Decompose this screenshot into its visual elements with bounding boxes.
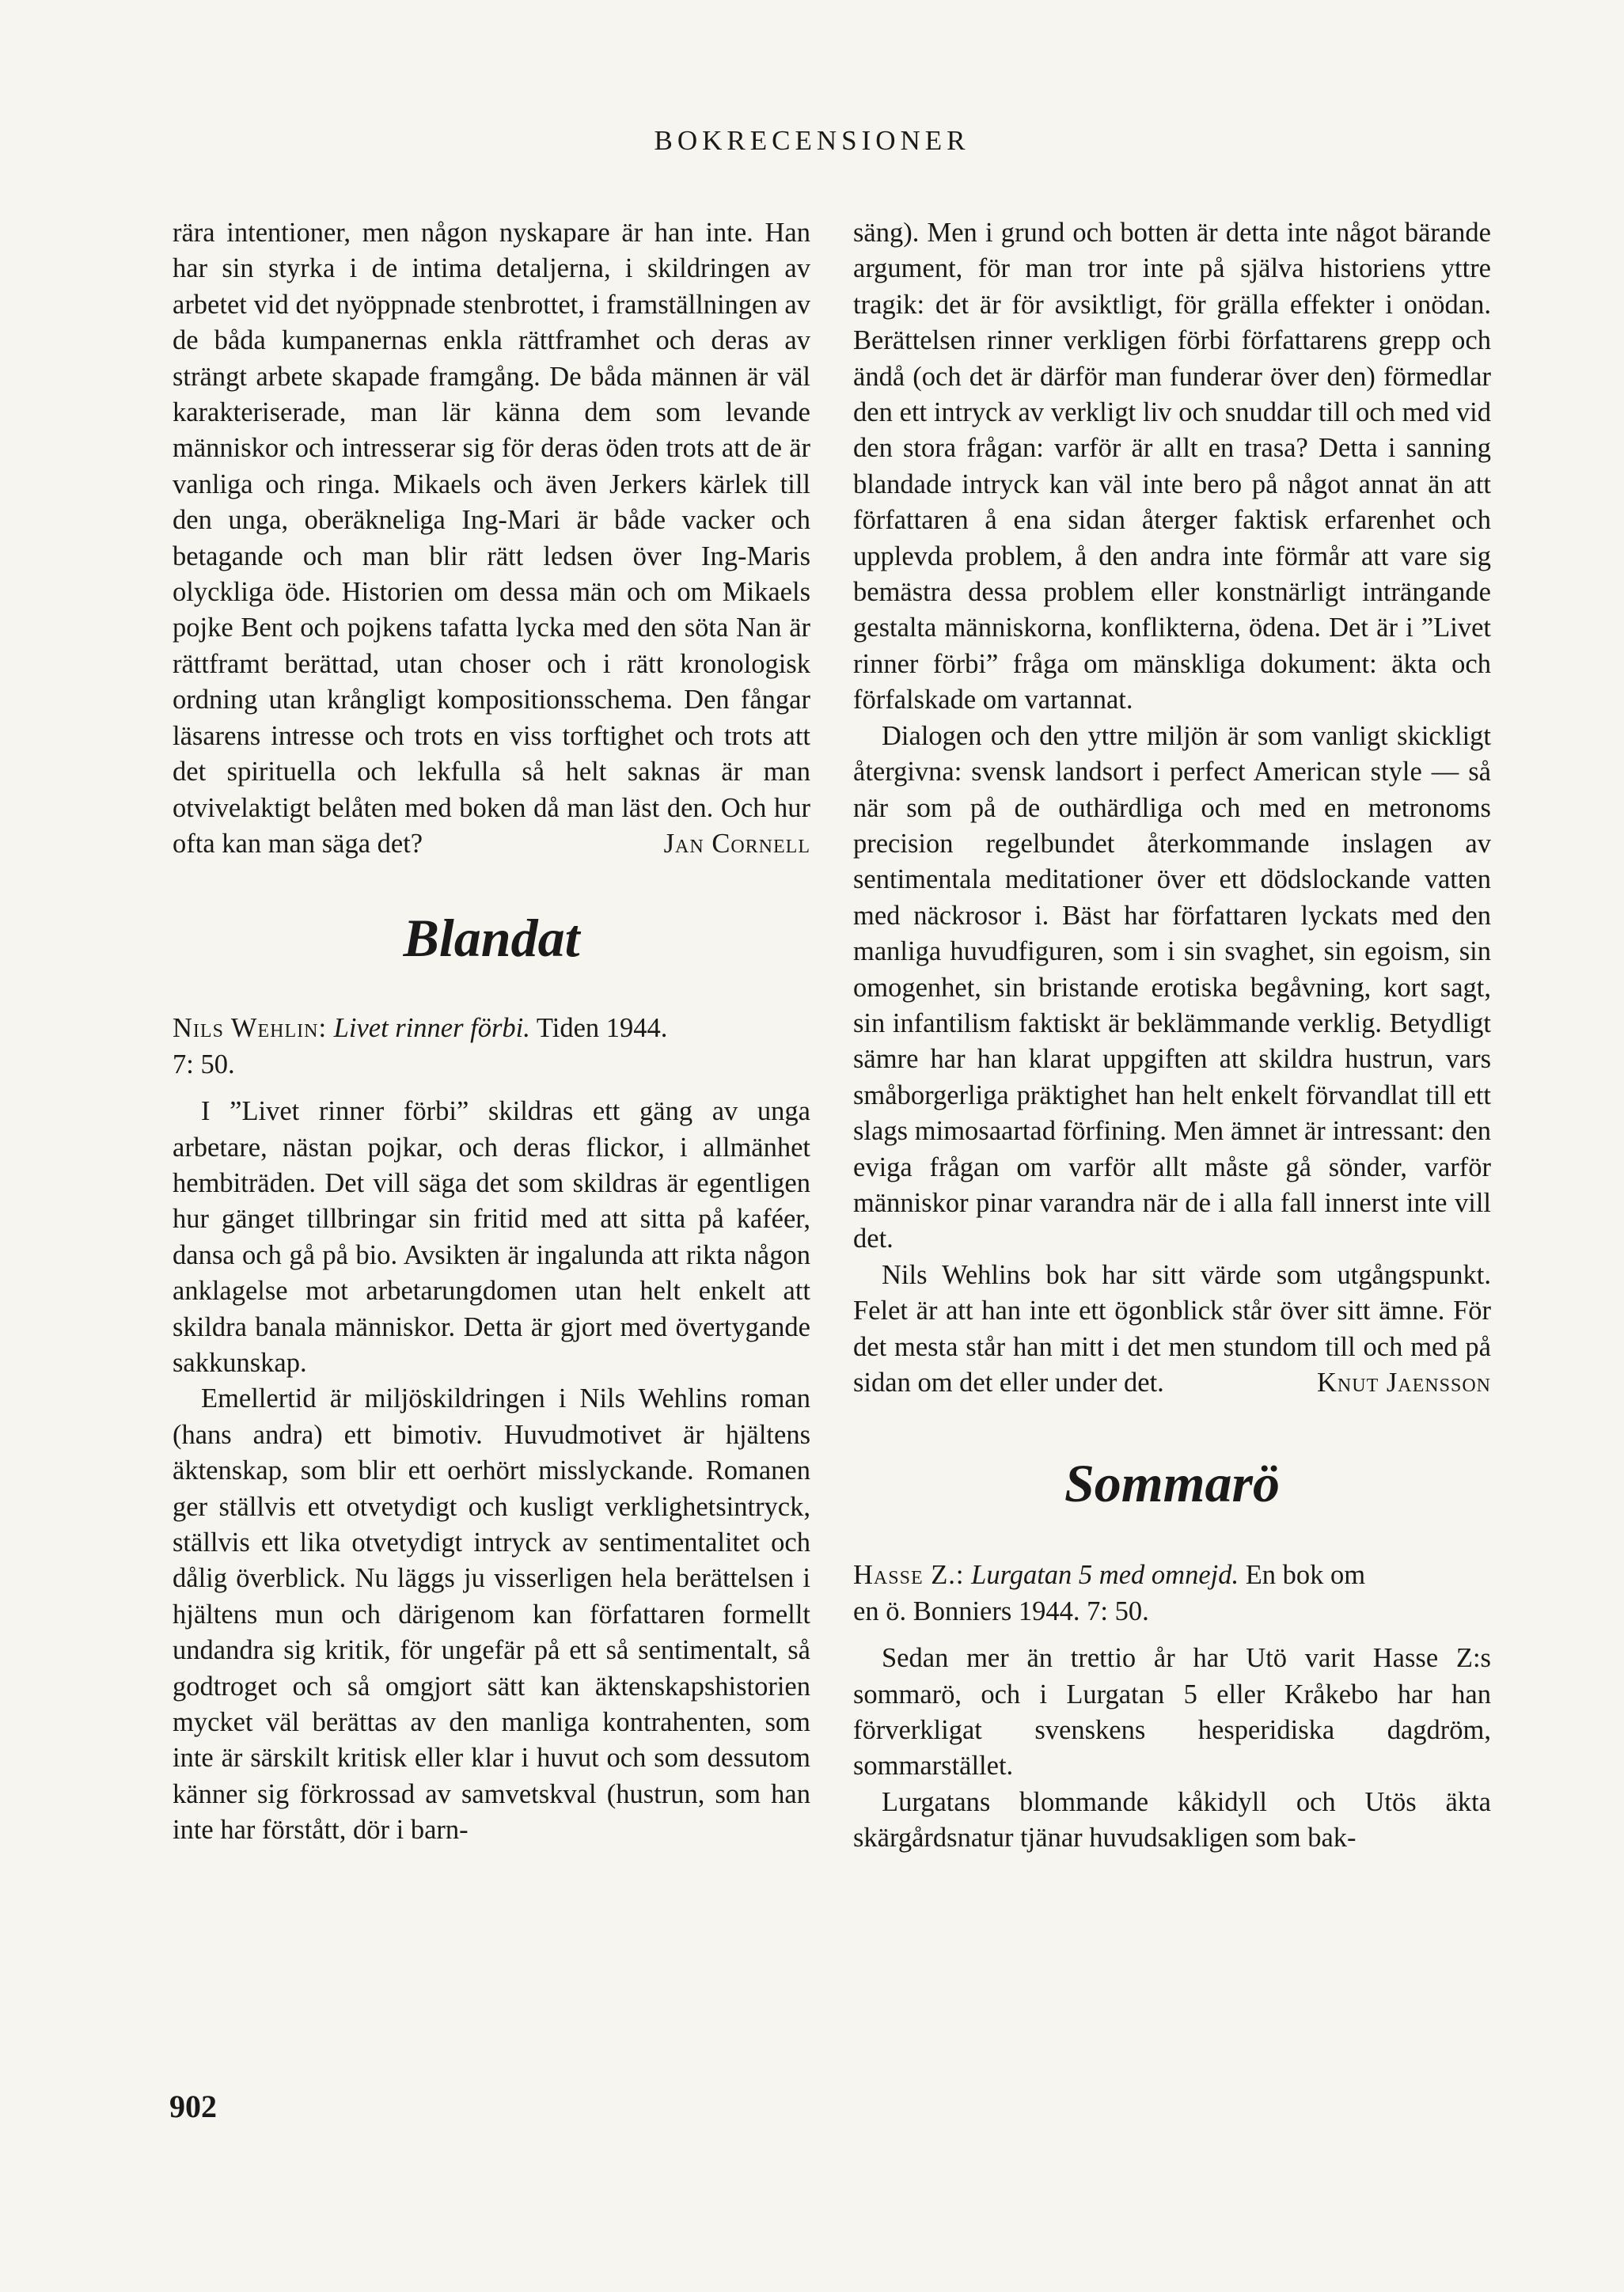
review3-pub-line2: en ö. Bonniers 1944. 7: 50. (853, 1596, 1149, 1626)
right-column (853, 215, 1491, 1857)
review3-pub-line1: En bok om (1245, 1560, 1366, 1591)
review2-para2: Emellertid är miljöskildringen i Nils Wehlins roman (hans andra) ett bimotiv. Huvudmotivet är hjältens äktenskap, som blir ett oerhört misslyckande. Romanen ger ställvis ett otvetydigt och kusligt verklighetsintryck, ställvis ett lika otvetydigt intryck av sentimentalitet och dålig överblick. Nu läggs ju visserligen hela berättelsen i hjältens mun och därigenom kan författaren formellt undandra sig kritik, för ungefär på ett så sentimentalt, så godtroget och så omgjort sätt kan äktenskapshistorien mycket väl berättas av den manliga kontrahenten, som inte är särskilt kritisk eller klar i huvut och som dessutom känner sig förkrossad av samvetskval (hustrun, som han inte har förstått, dör i barn- (173, 1383, 810, 1846)
review2-pub-line2: 7: 50. (173, 1049, 235, 1080)
running-head: BOKRECENSIONER (654, 125, 970, 156)
review2-para4: Dialogen och den yttre miljön är som vanligt skickligt återgivna: svensk landsort i perfect American style — så när som på de outhärdliga och med en metronoms precision regelbundet återkommande inslagen av sentimentala meditationer över ett dödslockande vatten med näckrosor i. Bäst har författaren lyckats med den manliga huvudfiguren, som i sin svaghet, sin egoism, sin omogenhet, sin bristande erotiska begåvning, kort sagt, sin infantilism faktiskt är beklämmande verklig. Betydligt sämre har han klarat uppgiften att skildra hustrun, vars småborgerliga präktighet han helt enkelt förvandlat till ett slags mimosaartad förfining. Men ämnet är intressant: den eviga frågan om varför allt måste gå sönder, varför människor pinar varandra när de i alla fall innerst inte vill det. (853, 720, 1491, 1254)
review3-para2: Lurgatans blommande kåkidyll och Utös äkta skärgårdsnatur tjänar huvudsakligen som bak- (853, 1786, 1491, 1854)
review2-para1: I ”Livet rinner förbi” skildras ett gäng av unga arbetare, nästan pojkar, och deras flickor, i allmänhet hembiträden. Det vill säga det som skildras är egentligen hur gänget tillbringar sin fritid med att sitta på kaféer, dansa och gå på bio. Avsikten är ingalunda att rikta någon anklagelse mot arbetarungdomen utan helt enkelt att skildra banala människor. Detta är gjort med övertygande sakkunskap. (173, 1096, 810, 1378)
review2-cont-para: säng). Men i grund och botten är detta inte något bärande argument, för man tror inte på själva historiens yttre tragik: det är för avsiktligt, för grälla effekter i onödan. Berättelsen rinner verkligen förbi författarens grepp och ändå (och det är därför man funderar över den) förmedlar den ett intryck av verkligt liv och snuddar till och med vid den stora frågan: varför är allt en trasa? Detta i sanning blandade intryck kan väl inte bero på något annat än att författaren å ena sidan återger faktisk erfarenhet och upplevda problem, å den andra inte förmår att vare sig bemästra dessa problem eller konstnärligt inträngande gestalta människorna, konflikterna, ödena. Det är i ”Livet rinner förbi” fråga om mänskliga dokument: äkta och förfalskade om vartannat. (853, 218, 1491, 715)
section-title-blandat: Blandat (403, 908, 580, 969)
review1-text: rära intentioner, men någon nyskapare är han inte. Han har sin styrka i de intima detaljerna, i skildringen av arbetet vid det nyöppnade stenbrottet, i framställningen av de båda kumpanernas enkla rättframhet och deras av strängt arbete skapade framgång. De båda männen är väl karakteriserade, man lär känna dem som levande människor och intresserar sig för deras öden trots att de är vanliga och ringa. Mikaels och även Jerkers kärlek till den unga, oberäkneliga Ing-Mari är både vacker och betagande och man blir rätt ledsen över Ing-Maris olyckliga öde. Historien om dessa män och om Mikaels pojke Bent och pojkens tafatta lycka med den söta Nan är rättframt berättad, utan choser och i rätt kronologisk ordning utan krångligt kompositionsschema. Den fångar läsarens intresse och trots en viss torftighet och trots att det spirituella och lekfulla så helt saknas är man otvivelaktigt belåten med boken då man läst den. Och hur ofta kan man säga det? Jan Cornell (173, 215, 810, 862)
review2-pub-line1: Tiden 1944. (536, 1013, 668, 1044)
review2-signature: Knut Jaensson (1317, 1368, 1491, 1398)
review3-byline (853, 1558, 1491, 1630)
review3-para1: Sedan mer än trettio år har Utö varit Hasse Z:s sommarö, och i Lurgatan 5 eller Kråkebo har han förverkligat svenskens hesperidiska dagdröm, sommarstället. (853, 1643, 1491, 1782)
review3-author: Hasse Z.: (853, 1560, 965, 1591)
review2-byline (173, 1011, 810, 1083)
review2-author: Nils Wehlin: (173, 1013, 328, 1044)
review2-book-title: Livet rinner förbi. (333, 1013, 530, 1044)
review2-para5: Nils Wehlins bok har sitt värde som utgångspunkt. Felet är att han inte ett ögonblick står över sitt ämne. För det mesta står han mitt i det men stundom till och med på sidan om det eller under det. Knut Jaensson (853, 1258, 1491, 1402)
section-title-sommaro: Sommarö (1064, 1453, 1281, 1514)
left-column (173, 215, 810, 1849)
review3-book-title: Lurgatan 5 med omnejd. (971, 1560, 1239, 1591)
review1-signature: Jan Cornell (663, 828, 810, 859)
page-number: 902 (169, 2089, 217, 2124)
